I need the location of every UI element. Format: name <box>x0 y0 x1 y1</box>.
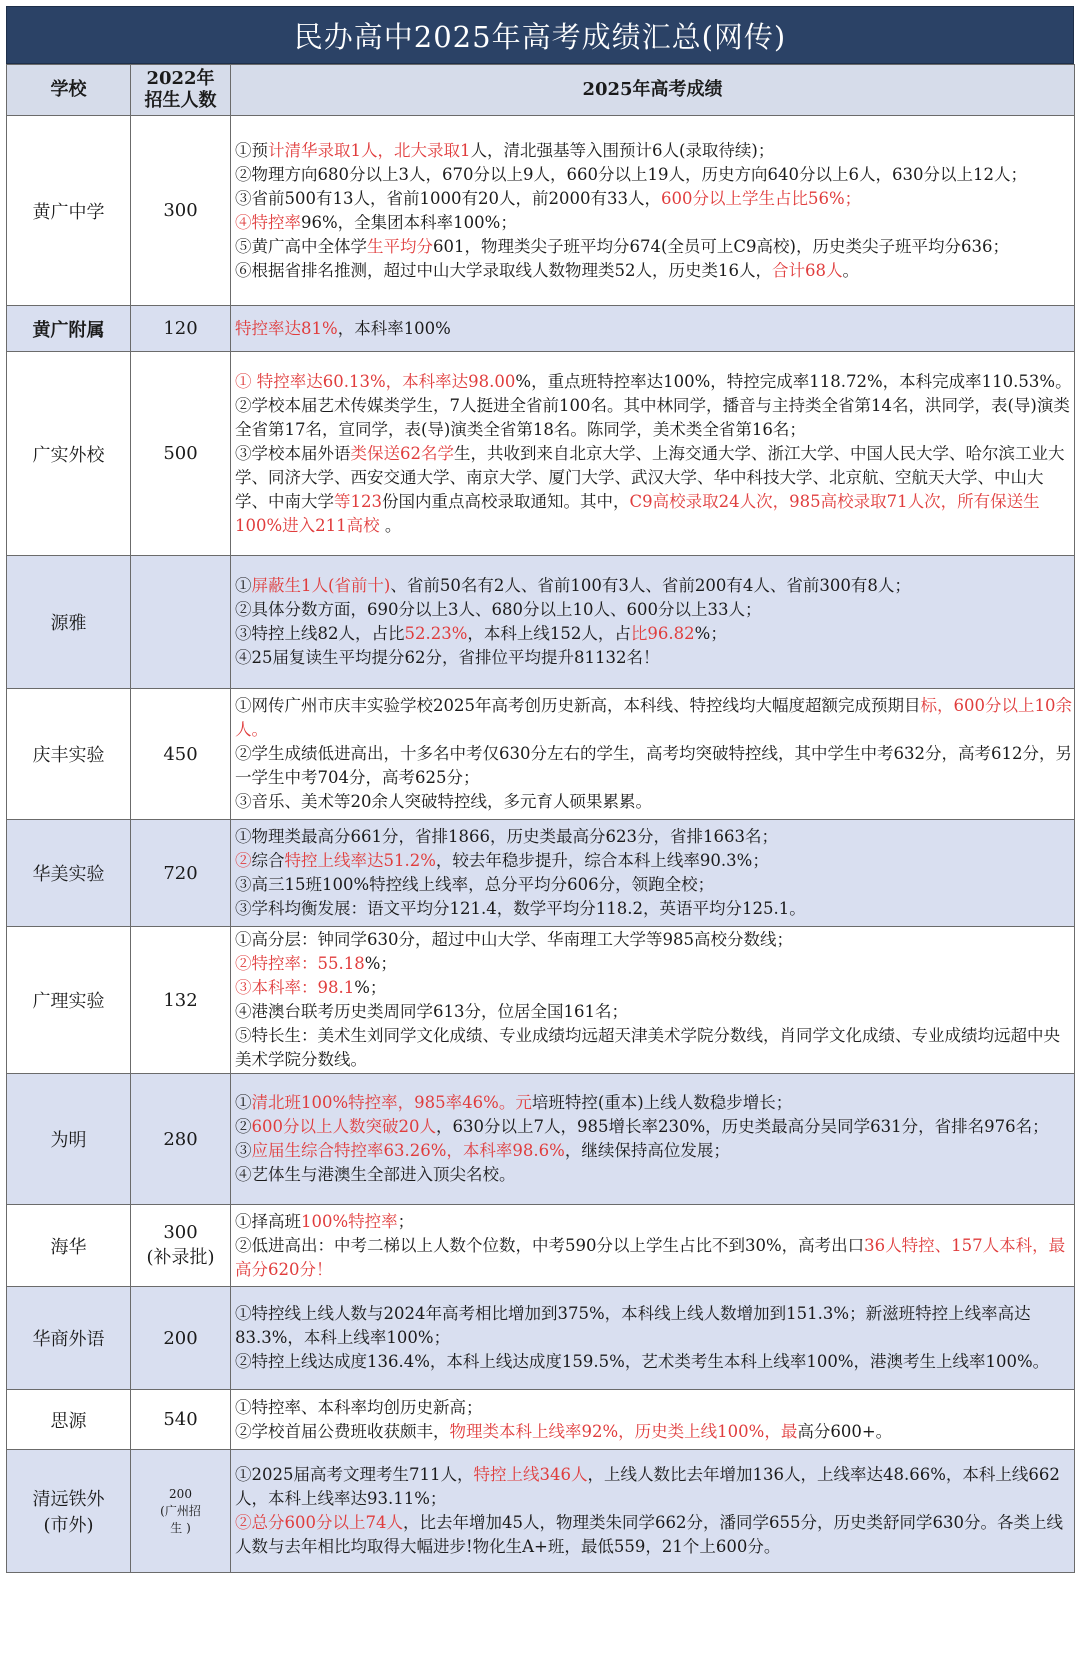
highlight-text: 600分以上人数突破20人 <box>251 1117 436 1136</box>
result-line <box>235 442 1072 538</box>
highlight-text: ④特控率 <box>235 212 301 232</box>
table-row <box>7 1287 1075 1390</box>
school-name-cell <box>7 1074 131 1205</box>
school-name-note: (市外) <box>43 1515 94 1536</box>
highlight-text: ① 特控率达60.13%，本科率达98.00 <box>235 371 516 391</box>
school-name-cell <box>7 1390 131 1450</box>
enrollment-count: 300 <box>163 200 198 221</box>
result-text: ④港澳台联考历史类周同学613分，位居全国161名； <box>235 1002 628 1021</box>
result-text: ① <box>235 576 252 595</box>
result-text: ，上线人数比去年增加136人，上线率达48.66%，本科上线662人，本科上线率达93.11%； <box>235 1465 1060 1508</box>
result-text: ④25届复读生平均提分62分，省排位平均提升81132名！ <box>235 648 660 667</box>
highlight-text: 标，600分以上10余人。 <box>235 696 1072 739</box>
enrollment-count: 280 <box>163 1128 198 1150</box>
result-line <box>235 928 1072 952</box>
results-sheet <box>6 6 1074 1573</box>
highlight-text: 屏蔽生1人(省前十) <box>251 576 391 595</box>
result-line <box>235 952 1072 976</box>
result-text: 综合 <box>251 851 285 870</box>
result-line <box>235 1000 1072 1024</box>
result-text: ②学校本届艺术传媒类学生，7人挺进全省前100名。其中林同学，播音与主持类全省第14名，洪同学，表(导)演类全省第17名，宣同学，表(导)演类全省第18名。陈同学，美术类全省第16名； <box>235 395 1070 439</box>
enrollment-count: 120 <box>163 318 198 339</box>
school-name: 华商外语 <box>32 1329 105 1350</box>
result-line <box>235 370 1072 394</box>
result-line <box>235 976 1072 1000</box>
result-text: ①网传广州市庆丰实验学校2025年高考创历史新高，本科线、特控线均大幅度超额完成预期目 <box>235 696 921 715</box>
header-school: 学校 <box>7 65 131 116</box>
result-detail-cell <box>231 556 1075 689</box>
enrollment-note: (补录批) <box>146 1247 215 1268</box>
result-line <box>235 1234 1072 1282</box>
result-text: ③学科均衡发展：语文平均分121.4，数学平均分118.2，英语平均分125.1。 <box>235 899 806 918</box>
result-text: ③学校本届外语 <box>235 443 351 463</box>
highlight-text: ② <box>235 851 252 870</box>
result-text: ②低进高出：中考二梯以上人数个位数，中考590分以上学生占比不到30%，高考出口 <box>235 1235 865 1255</box>
result-detail-cell <box>231 927 1075 1074</box>
result-line <box>235 1463 1072 1511</box>
header-count-line1: 2022年 <box>146 68 215 89</box>
header-count-line2: 招生人数 <box>144 90 217 111</box>
result-text: 96%，全集团本科率100%； <box>301 212 517 232</box>
result-line <box>235 622 1072 646</box>
enrollment-count: 540 <box>163 1409 198 1430</box>
result-line <box>235 259 1072 283</box>
result-detail-cell <box>231 820 1075 927</box>
school-name-cell <box>7 689 131 820</box>
highlight-text: 计清华录取1人，北大录取1 <box>268 140 471 160</box>
highlight-text: 等123 <box>334 491 382 511</box>
result-text: ⑤黄广高中全体学 <box>235 236 367 256</box>
table-row <box>7 116 1075 306</box>
enrollment-count: 720 <box>163 862 198 884</box>
result-text: ②学校首届公费班收获颇丰， <box>235 1421 450 1441</box>
school-name: 思源 <box>50 1410 87 1432</box>
result-text: ③音乐、美术等20余人突破特控线，多元育人硕果累累。 <box>235 792 652 811</box>
highlight-text: 特控率达81% <box>235 318 338 338</box>
result-text: ②学生成绩低进高出，十多名中考仅630分左右的学生，高考均突破特控线，其中学生中考632分，高考612分，另一学生中考704分，高考625分； <box>235 744 1072 787</box>
highlight-text: 比96.82 <box>630 624 695 643</box>
enrollment-count-cell <box>131 116 231 306</box>
result-line <box>235 1115 1072 1139</box>
highlight-text: 600分以上学生占比56%； <box>660 188 862 208</box>
enrollment-count: 450 <box>163 743 198 765</box>
result-line <box>235 211 1072 235</box>
result-text: ②具体分数方面，690分以上3人、680分以上10人、600分以上33人； <box>235 600 762 619</box>
table-row <box>7 556 1075 689</box>
school-name: 华美实验 <box>32 864 105 885</box>
result-line <box>235 317 1072 341</box>
enrollment-count-cell <box>131 1450 231 1573</box>
result-text: ③ <box>235 1141 252 1160</box>
highlight-text: 特控上线346人 <box>473 1465 588 1484</box>
result-detail-cell <box>231 1287 1075 1390</box>
result-line <box>235 825 1072 849</box>
result-line <box>235 1420 1072 1444</box>
school-name-cell <box>7 306 131 352</box>
highlight-text: ②特控率：55.18 <box>235 954 365 973</box>
highlight-text: 生平均分 <box>367 236 433 256</box>
result-detail-cell <box>231 1450 1075 1573</box>
table-row <box>7 1074 1075 1205</box>
highlight-text: 物理类本科上线率92%，历史类上线100%，最 <box>449 1421 798 1441</box>
result-detail-cell <box>231 306 1075 352</box>
enrollment-note: (广州招 <box>160 1503 201 1518</box>
result-line <box>235 1511 1072 1559</box>
enrollment-count-cell <box>131 306 231 352</box>
enrollment-count-cell <box>131 1287 231 1390</box>
result-text: ，本科率100% <box>337 318 451 338</box>
school-name: 黄广附属 <box>32 319 105 341</box>
table-row <box>7 1390 1075 1450</box>
school-name: 广理实验 <box>32 991 105 1012</box>
result-detail-cell <box>231 352 1075 556</box>
result-detail-cell <box>231 1205 1075 1287</box>
result-text: ，本科上线152人，占 <box>467 624 631 643</box>
result-line <box>235 574 1072 598</box>
highlight-text: 清北班100%特控率，985率46%。元 <box>251 1093 532 1112</box>
table-row <box>7 1450 1075 1573</box>
enrollment-count-cell <box>131 352 231 556</box>
highlight-text: 52.23% <box>404 624 468 643</box>
result-text: 培班特控(重本)上线人数稳步增长； <box>531 1093 793 1112</box>
result-line <box>235 163 1072 187</box>
table-row <box>7 1205 1075 1287</box>
school-name: 海华 <box>50 1236 87 1258</box>
header-result: 2025年高考成绩 <box>231 65 1075 116</box>
result-text: 份国内重点高校录取通知。其中， <box>382 491 630 511</box>
school-name: 源雅 <box>50 613 87 634</box>
result-text: ④艺体生与港澳生全部进入顶尖名校。 <box>235 1165 516 1184</box>
result-text: 人，清北强基等入围预计6人(录取待续)； <box>470 140 775 160</box>
school-name-cell <box>7 116 131 306</box>
highlight-text: ③本科率：98.1 <box>235 978 355 997</box>
result-text: 601，物理类尖子班平均分674(全员可上C9高校)，历史类尖子班平均分636； <box>433 236 1009 256</box>
result-detail-cell <box>231 1074 1075 1205</box>
highlight-text: ②总分600分以上74人 <box>235 1513 403 1532</box>
result-text: ，继续保持高位发展； <box>564 1141 730 1160</box>
result-text: ③高三15班100%特控线上线率，总分平均分606分，领跑全校； <box>235 875 715 894</box>
result-text: ，630分以上7人，985增长率230%，历史类最高分吴同学631分，省排名976名； <box>436 1117 1049 1136</box>
result-detail-cell <box>231 1390 1075 1450</box>
enrollment-count-cell <box>131 689 231 820</box>
result-text: ② <box>235 1117 252 1136</box>
result-line <box>235 394 1072 442</box>
result-text: ②特控上线达成度136.4%，本科上线达成度159.5%，艺术类考生本科上线率100%，港澳考生上线率100%。 <box>235 1352 1050 1371</box>
school-name-cell <box>7 927 131 1074</box>
school-name: 清远铁外 <box>32 1489 105 1510</box>
school-name-cell <box>7 1450 131 1573</box>
table-row <box>7 820 1075 927</box>
school-name: 为明 <box>50 1130 87 1151</box>
result-text: ①择高班 <box>235 1211 301 1231</box>
result-text: %； <box>364 954 397 973</box>
result-text: ①2025届高考文理考生711人， <box>235 1465 474 1484</box>
school-name: 黄广中学 <box>32 201 105 223</box>
results-table <box>6 64 1075 1573</box>
enrollment-note: 生 ) <box>170 1520 191 1535</box>
result-text: %，重点班特控率达100%，特控完成率118.72%，本科完成率110.53%。 <box>515 371 1072 391</box>
school-name-cell <box>7 556 131 689</box>
school-name-cell <box>7 820 131 927</box>
result-line <box>235 187 1072 211</box>
result-text: ①高分层：钟同学630分，超过中山大学、华南理工大学等985高校分数线； <box>235 930 793 949</box>
enrollment-count: 300 <box>163 1222 198 1243</box>
result-text: 。 <box>379 515 402 535</box>
result-line <box>235 849 1072 873</box>
result-line <box>235 1163 1072 1187</box>
result-line <box>235 790 1072 814</box>
table-row <box>7 352 1075 556</box>
result-line <box>235 1302 1072 1350</box>
page-title: 民办高中2025年高考成绩汇总(网传) <box>6 6 1074 64</box>
highlight-text: 36人特控、157人本科，最高分620分！ <box>235 1235 1066 1279</box>
result-text: ①预 <box>235 140 268 160</box>
result-detail-cell <box>231 116 1075 306</box>
result-line <box>235 873 1072 897</box>
enrollment-count-cell <box>131 820 231 927</box>
result-text: ①物理类最高分661分，省排1866，历史类最高分623分，省排1663名； <box>235 827 778 846</box>
enrollment-count-cell <box>131 1205 231 1287</box>
result-text: %； <box>354 978 387 997</box>
result-text: ，较去年稳步提升，综合本科上线率90.3%； <box>435 851 769 870</box>
result-line <box>235 139 1072 163</box>
table-row <box>7 306 1075 352</box>
result-line <box>235 1396 1072 1420</box>
result-line <box>235 1210 1072 1234</box>
result-text: ； <box>397 1211 415 1231</box>
result-text: ③特控上线82人，占比 <box>235 624 405 643</box>
result-text: 、省前50名有2人、省前100有3人、省前200有4人、省前300有8人； <box>390 576 911 595</box>
result-text: ，比去年增加45人，物理类朱同学662分，潘同学655分，历史类舒同学630分。各类上线人数与去年相比均取得大幅进步!物化生A+班，最低559，21个上600分。 <box>235 1513 1063 1556</box>
result-line <box>235 694 1072 742</box>
result-text: %； <box>694 624 727 643</box>
highlight-text: 合计68人 <box>772 260 843 280</box>
result-text: ⑤特长生：美术生刘同学文化成绩、专业成绩均远超天津美术学院分数线，肖同学文化成绩、专业成绩均远超中央美术学院分数线。 <box>235 1026 1060 1069</box>
highlight-text: 应届生综合特控率63.26%，本科率98.6% <box>251 1141 565 1160</box>
highlight-text: C9高校录取24人次，985高校录取71人次，所有保送生100%进入211高校 <box>235 491 1040 535</box>
result-line <box>235 235 1072 259</box>
result-line <box>235 897 1072 921</box>
enrollment-count: 132 <box>163 989 198 1011</box>
result-text: ③省前500有13人，省前1000有20人，前2000有33人， <box>235 188 661 208</box>
result-text: 生，共收到来自北京大学、上海交通大学、浙江大学、中国人民大学、哈尔滨工业大学、同济大学、西安交通大学、南京大学、厦门大学、武汉大学、华中科技大学、北京航、空航天大学、中山大学、中南大学 <box>235 443 1065 511</box>
result-text: 高分600+。 <box>797 1421 893 1441</box>
table-row <box>7 927 1075 1074</box>
enrollment-count: 200 <box>169 1486 192 1501</box>
school-name-cell <box>7 1205 131 1287</box>
result-line <box>235 1024 1072 1072</box>
result-text: ① <box>235 1093 252 1112</box>
school-name-cell <box>7 1287 131 1390</box>
result-text: 。 <box>842 260 859 280</box>
result-detail-cell <box>231 689 1075 820</box>
highlight-text: 特控上线率达51.2% <box>284 851 436 870</box>
header-count <box>131 65 231 116</box>
table-row <box>7 689 1075 820</box>
result-text: ⑥根据省排名推测，超过中山大学录取线人数物理类52人，历史类16人， <box>235 260 772 280</box>
enrollment-count-cell <box>131 1074 231 1205</box>
enrollment-count: 500 <box>163 443 198 464</box>
enrollment-count-cell <box>131 927 231 1074</box>
result-line <box>235 742 1072 790</box>
highlight-text: 100%特控率 <box>301 1211 398 1231</box>
result-text: ①特控线上线人数与2024年高考相比增加到375%，本科线上线人数增加到151.3%；新滋班特控上线率高达83.3%，本科上线率100%； <box>235 1304 1031 1347</box>
result-line <box>235 1139 1072 1163</box>
result-line <box>235 646 1072 670</box>
result-line <box>235 1350 1072 1374</box>
result-line <box>235 598 1072 622</box>
result-text: ②物理方向680分以上3人，670分以上9人，660分以上19人，历史方向640分以上6人，630分以上12人； <box>235 164 1027 184</box>
enrollment-count: 200 <box>163 1327 198 1349</box>
school-name-cell <box>7 352 131 556</box>
result-line <box>235 1091 1072 1115</box>
enrollment-count-cell <box>131 1390 231 1450</box>
school-name: 广实外校 <box>32 444 105 466</box>
enrollment-count-cell <box>131 556 231 689</box>
result-text: ①特控率、本科率均创历史新高； <box>235 1397 483 1417</box>
header-row <box>7 65 1075 116</box>
highlight-text: 类保送62名学 <box>350 443 454 463</box>
school-name: 庆丰实验 <box>32 745 105 766</box>
